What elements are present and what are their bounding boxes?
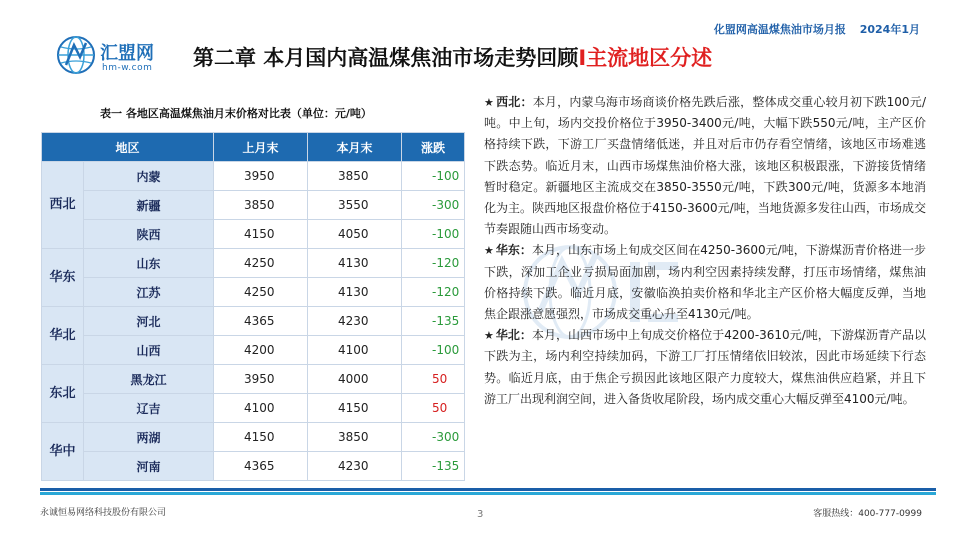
- star-icon: ★: [484, 329, 494, 343]
- table-header-row: [42, 133, 465, 162]
- change-cell: -135: [402, 452, 465, 481]
- last-month-cell: 3850: [214, 191, 308, 220]
- province-cell: 内蒙: [84, 162, 214, 191]
- last-month-cell: 3950: [214, 162, 308, 191]
- this-month-cell: 3550: [308, 191, 402, 220]
- change-cell: -300: [402, 191, 465, 220]
- province-cell: 山西: [84, 336, 214, 365]
- header-region: 地区: [42, 133, 214, 162]
- change-cell: -120: [402, 249, 465, 278]
- table-row: [42, 365, 465, 394]
- table-row: [42, 191, 465, 220]
- analysis-paragraph: [484, 325, 926, 410]
- star-icon: ★: [484, 96, 495, 109]
- this-month-cell: 4150: [308, 394, 402, 423]
- regional-analysis: [484, 92, 926, 410]
- this-month-cell: 4000: [308, 365, 402, 394]
- last-month-cell: 4150: [214, 423, 308, 452]
- region-cell: 华北: [42, 307, 84, 365]
- this-month-cell: 4100: [308, 336, 402, 365]
- company-name: 永诚恒易网络科技股份有限公司: [40, 508, 167, 518]
- title-sub: I主流地区分述: [578, 46, 713, 70]
- price-comparison-table: [41, 132, 465, 481]
- region-cell: 华东: [42, 249, 84, 307]
- report-name: 化盟网高温煤焦油市场月报: [713, 23, 846, 36]
- this-month-cell: 4230: [308, 307, 402, 336]
- change-cell: -100: [402, 220, 465, 249]
- last-month-cell: 4250: [214, 278, 308, 307]
- this-month-cell: 3850: [308, 162, 402, 191]
- paragraph-text: 本月，内蒙乌海市场商谈价格先跌后涨，整体成交重心较月初下跌100元/吨。中上旬，场内交投价格位于3950-3400元/吨，大幅下跌550元/吨，主产区价格持续下跌，下游工厂买盘情绪低迷，并且对后市仍存看空情绪，该地区市场难逃下跌态势。临近月末，山西市场煤焦油价格大涨，该地区积极跟涨，下游接货情绪暂时稳定。新疆地区主流成交在3850-3550元/吨，下跌300元/吨，货源多本地消化为主。陕西地区报盘价格位于4150-3600元/吨，当地货源多发往山西，市场成交节奏跟随山西市场变动。: [484, 95, 926, 237]
- province-cell: 陕西: [84, 220, 214, 249]
- this-month-cell: 4230: [308, 452, 402, 481]
- last-month-cell: 4250: [214, 249, 308, 278]
- province-cell: 山东: [84, 249, 214, 278]
- star-icon: ★: [484, 244, 494, 258]
- province-cell: 河北: [84, 307, 214, 336]
- this-month-cell: 4050: [308, 220, 402, 249]
- last-month-cell: 4100: [214, 394, 308, 423]
- last-month-cell: 4200: [214, 336, 308, 365]
- change-cell: -100: [402, 336, 465, 365]
- last-month-cell: 4365: [214, 307, 308, 336]
- header-this-month: 本月末: [308, 133, 402, 162]
- footer-divider: [40, 488, 936, 498]
- last-month-cell: 3950: [214, 365, 308, 394]
- region-cell: 西北: [42, 162, 84, 249]
- province-cell: 河南: [84, 452, 214, 481]
- page-number: 3: [477, 509, 484, 520]
- change-cell: -120: [402, 278, 465, 307]
- paragraph-text: 本月，山东市场上旬成交区间在4250-3600元/吨，下游煤沥青价格进一步下跌，深加工企业亏损局面加剧，场内利空因素持续发酵，打压市场情绪，煤焦油价格持续下跌。临近月底，安徽临涣拍卖价格和华北主产区价格大幅度反弹，当地焦企跟涨意愿强烈，市场成交重心升至4130元/吨。: [484, 243, 926, 322]
- change-cell: -100: [402, 162, 465, 191]
- change-cell: -135: [402, 307, 465, 336]
- province-cell: 黑龙江: [84, 365, 214, 394]
- table-row: [42, 394, 465, 423]
- report-date: 2024年1月: [859, 23, 920, 36]
- table-row: [42, 423, 465, 452]
- globe-logo-icon: [56, 35, 96, 75]
- change-cell: 50: [402, 394, 465, 423]
- logo-name: 汇盟网: [100, 43, 154, 64]
- change-cell: 50: [402, 365, 465, 394]
- table-caption: 表一 各地区高温煤焦油月末价格对比表（单位：元/吨）: [100, 107, 372, 120]
- table-row: [42, 336, 465, 365]
- title-main: 第二章 本月国内高温煤焦油市场走势回顾: [193, 46, 579, 70]
- change-cell: -300: [402, 423, 465, 452]
- table-row: [42, 278, 465, 307]
- table-row: [42, 452, 465, 481]
- province-cell: 辽吉: [84, 394, 214, 423]
- paragraph-text: 本月，山西市场中上旬成交价格位于4200-3610元/吨，下游煤沥青产品以下跌为主，场内利空持续加码，下游工厂打压情绪依旧较浓，因此市场延续下行态势。临近月底，由于焦企亏损因此该地区限产力度较大，煤焦油供应趋紧，并且下游工厂出现利润空间，进入备货收尾阶段，场内成交重心大幅反弹至4100元/吨。: [484, 328, 926, 406]
- province-cell: 江苏: [84, 278, 214, 307]
- table-row: [42, 249, 465, 278]
- province-cell: 两湖: [84, 423, 214, 452]
- analysis-paragraph: [484, 240, 926, 325]
- province-cell: 新疆: [84, 191, 214, 220]
- this-month-cell: 4130: [308, 278, 402, 307]
- page-title: [193, 42, 712, 72]
- table-row: [42, 220, 465, 249]
- region-cell: 东北: [42, 365, 84, 423]
- logo-url: hm-w.com: [102, 63, 153, 73]
- analysis-paragraph: [484, 92, 926, 240]
- customer-hotline: 客服热线：400-777-0999: [813, 509, 922, 519]
- region-cell: 华中: [42, 423, 84, 481]
- region-heading: 西北：: [496, 95, 533, 109]
- table-row: [42, 162, 465, 191]
- report-header: [704, 21, 920, 37]
- company-logo: [56, 35, 166, 79]
- this-month-cell: 4130: [308, 249, 402, 278]
- table-body: [42, 162, 465, 481]
- region-heading: 华东：: [495, 243, 532, 258]
- last-month-cell: 4150: [214, 220, 308, 249]
- last-month-cell: 4365: [214, 452, 308, 481]
- this-month-cell: 3850: [308, 423, 402, 452]
- table-row: [42, 307, 465, 336]
- region-heading: 华北：: [495, 328, 532, 343]
- header-last-month: 上月末: [214, 133, 308, 162]
- header-change: 涨跌: [402, 133, 465, 162]
